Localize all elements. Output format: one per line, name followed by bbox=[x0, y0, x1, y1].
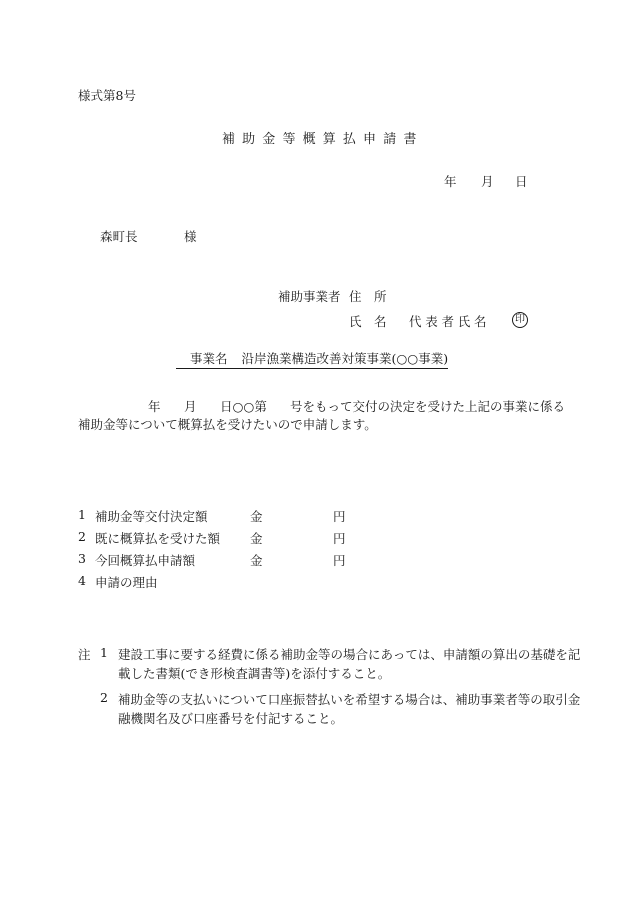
item-4-label: 申請の理由 bbox=[95, 575, 158, 590]
item-2-unit: 円 bbox=[333, 531, 346, 546]
item-2-label: 既に概算払を受けた額 bbox=[95, 531, 221, 546]
name-label: 氏 名 bbox=[349, 314, 387, 329]
date-year: 年 bbox=[444, 174, 457, 189]
project-value: 沿岸漁業構造改善対策事業(○○事業) bbox=[241, 351, 449, 366]
item-1-num: 1 bbox=[78, 507, 86, 522]
notes-heading: 注 bbox=[78, 647, 91, 662]
item-2-currency: 金 bbox=[250, 531, 263, 546]
item-3-label: 今回概算払申請額 bbox=[95, 553, 196, 568]
document-title: 補助金等概算払申請書 bbox=[222, 132, 424, 147]
body-line1-rest: 号をもって交付の決定を受けた上記の事業に係る bbox=[290, 399, 566, 414]
seal-mark: 印 bbox=[512, 312, 528, 328]
note-1-line1: 建設工事に要する経費に係る補助金等の場合にあっては、申請額の算出の基礎を記 bbox=[118, 647, 581, 662]
note-1-line2: 載した書類(でき形検査調書等)を添付すること。 bbox=[118, 666, 391, 681]
item-1-currency: 金 bbox=[250, 509, 263, 524]
addressee-honorific: 様 bbox=[184, 229, 197, 244]
note-2-num: 2 bbox=[100, 690, 108, 705]
body-line2: 補助金等について概算払を受けたいので申請します。 bbox=[78, 417, 377, 432]
note-2-line2: 融機関名及び口座番号を付記すること。 bbox=[118, 711, 344, 726]
item-3-currency: 金 bbox=[250, 553, 263, 568]
body-day-number: 日○○第 bbox=[220, 399, 267, 414]
project-line bbox=[176, 349, 448, 369]
date-day: 日 bbox=[515, 174, 528, 189]
representative-label: 代表者氏名 bbox=[409, 314, 491, 329]
item-1-unit: 円 bbox=[333, 509, 346, 524]
item-4-num: 4 bbox=[78, 573, 86, 588]
item-3-unit: 円 bbox=[333, 553, 346, 568]
project-label: 事業名 bbox=[190, 351, 228, 366]
form-number: 様式第8号 bbox=[78, 88, 136, 103]
body-month: 月 bbox=[184, 399, 197, 414]
note-2-line1: 補助金等の支払いについて口座振替払いを希望する場合は、補助事業者等の取引金 bbox=[118, 692, 581, 707]
note-1-num: 1 bbox=[100, 645, 108, 660]
item-2-num: 2 bbox=[78, 529, 86, 544]
item-3-num: 3 bbox=[78, 551, 86, 566]
date-month: 月 bbox=[481, 174, 494, 189]
addressee-name: 森町長 bbox=[100, 229, 138, 244]
item-1-label: 補助金等交付決定額 bbox=[95, 509, 208, 524]
address-label: 住 所 bbox=[349, 289, 387, 304]
body-year: 年 bbox=[148, 399, 161, 414]
applicant-role: 補助事業者 bbox=[278, 289, 341, 304]
